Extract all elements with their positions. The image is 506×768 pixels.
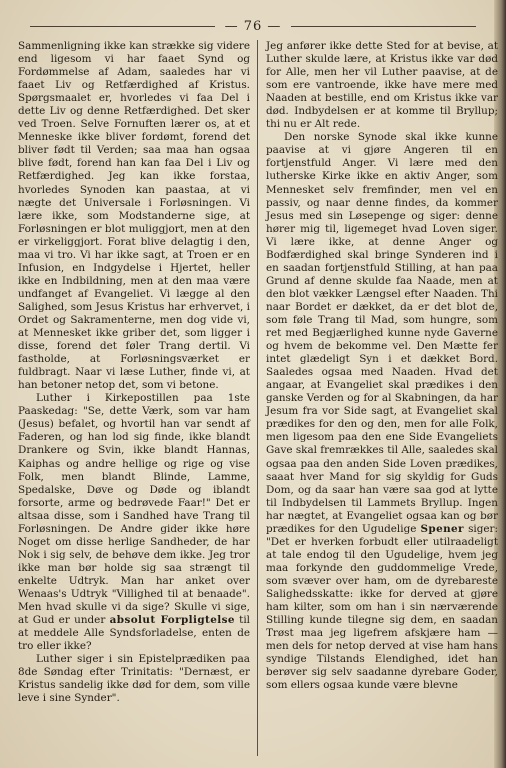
left-paragraph-3: Luther siger i sin Epistelprædiken paa 8de Søndag efter Trinitatis: "Dernæst, er Kristus sandelig ikke død for dem, som ville leve i sine Synder". (18, 653, 250, 705)
page-header (20, 16, 486, 36)
emphasis-absolut-forpligtelse: absolut Forpligtelse (109, 614, 235, 627)
right-paragraph-2-text: Den norske Synode skal ikke kunne paavise at vi gjøre Angeren til en fortjenstfuld Anger. Vi lære med den lutherske Kirke ikke en aktiv Anger, som Mennesket selv fremfinder, men vel en passiv, og naar denne findes, da kommer Jesus med sin Løsepenge og siger: denne hører mig til, ligemeget hvad Loven siger. Vi lære ikke, at denne Anger og Bodfærdighed skal bringe Synderen ind i en saadan fortjenstfuld Stilling, at han paa Grund af denne skulde faa Naade, men at den blot vækker Længsel efter Naaden. Thi naar Bordet er dækket, da er det blot de, som føle Trang til Mad, som hungre, som ret med Begjærlighed kunne nyde Gaverne og hvem de bekomme vel. Den Mætte fer intet glædeligt Syn i et dækket Bord. Saaledes ogsaa med Naaden. Hvad det angaar, at Evangeliet skal prædikes i den ganske Verden og for al Skabningen, da har Jesum fra vor Side sagt, at Evangeliet skal prædikes for den og den, men for alle Folk, men ligesom paa den ene Side Evangeliets Gave skal fremrækkes til Alle, saaledes skal ogsaa paa den anden Side Loven prædikes, saaat hver Mand for sig skyldig for Guds Dom, og da saar han være saa god at lytte til Indbydelsen til Lammets Bryllup. Ingen har nægtet, at Evangeliet ogsaa kan og bør prædikes for den Ugudelige (266, 131, 498, 535)
right-paragraph-2-tail: siger: "Det er hverken forbudt eller utilraadeligt at tale endog til den Ugudelige, hvem jeg maa forkynde den guddommelige Vrede, som svæver over ham, om de dyrebareste Salighedsskatte: ikke for derved at gjøre ham kilter, som om han i sin nærværende Stilling kunde tilegne sig dem, en saadan Trøst maa jeg ligefrem afskjære ham — men dels for netop derved at vise ham hans syndige Tilstands Elendighed, idet han berøver sig selv saadanne dyrebare Goder, som ellers ogsaa kunde være blevne (266, 522, 498, 692)
left-paragraph-2-text: Luther i Kirkepostillen paa 1ste Paaskedag: "Se, dette Værk, som var ham (Jesus) befalet, og hvortil han var sendt af Faderen, og han lod sig finde, ikke blandt Drankere og Svin, ikke blandt Hannas, Kaiphas og andre hellige og rige og vise Folk, men blandt Blinde, Lamme, Spedalske, Døve og Døde og iblandt forsorte, arme og bedrøvede Faar!" Det er altsaa disse, som i Sandhed have Trang til Forløsningen. De Andre gider ikke høre Noget om disse herlige Sandheder, de har Nok i sig selv, de behøve dem ikke. Jeg tror ikke man bør holde sig saa strængt til enkelte Udtryk. Man har anket over Wenaas's Udtryk "Villighed til at benaade". Men hvad skulle vi da sige? Skulle vi sige, at Gud er under (18, 392, 250, 627)
column-divider (257, 40, 258, 756)
right-paragraph-2 (266, 131, 498, 692)
right-column (266, 40, 498, 692)
emphasis-spener: Spener (420, 522, 464, 535)
header-rule-right (291, 26, 476, 27)
left-paragraph-2 (18, 392, 250, 653)
left-paragraph-2-tail: til at meddele Alle Syndsforladelse, enten de tro eller ikke? (18, 614, 250, 653)
left-paragraph-1: Sammenligning ikke kan strække sig videre end ligesom vi har faaet Synd og Fordømmelse af Adam, saaledes har vi faaet Liv og Retfærdighed af Kristus. Spørgsmaalet er, hvorledes vi faa Del i dette Liv og denne Retfærdighed. Det sker ved Troen. Selve Fornuften lærer os, at et Menneske ikke bliver fordømt, forend det bliver født til Verden; saa maa han ogsaa blive født, forend han kan faa Del i Liv og Retfærdighed. Jeg kan ikke forstaa, hvorledes Synoden kan paastaa, at vi nægte det Universale i Forløsningen. Vi lære ikke, som Modstanderne sige, at Forløsningen er blot muliggjort, men at den er virkeliggjort. Forat blive delagtig i den, maa vi tro. Vi har ikke sagt, at Troen er en Infusion, en Indgydelse i Hjertet, heller ikke en Indbildning, men at den maa være undfanget af Evangeliet. Vi lægge al den Salighed, som Jesus Kristus har erhvervet, i Ordet og Sakramenterne, men dog vide vi, at Mennesket ikke griber det, som ligger i disse, forend det føler Trang dertil. Vi fastholde, at Forløsningsværket er fuldbragt. Naar vi læse Luther, finde vi, at han betoner netop det, som vi betone. (18, 40, 250, 392)
left-column (18, 40, 250, 705)
page-number: — 76 — (224, 18, 282, 34)
right-paragraph-1: Jeg anfører ikke dette Sted for at bevise, at Luther skulde lære, at Kristus ikke var død for Alle, men her vil Luther paavise, at de som ere vantroende, ikke have mere med Naaden at bestille, end om Kristus ikke var død. Indbydelsen er at komme til Bryllup; thi nu er Alt rede. (266, 40, 498, 131)
header-rule-left (30, 26, 215, 27)
